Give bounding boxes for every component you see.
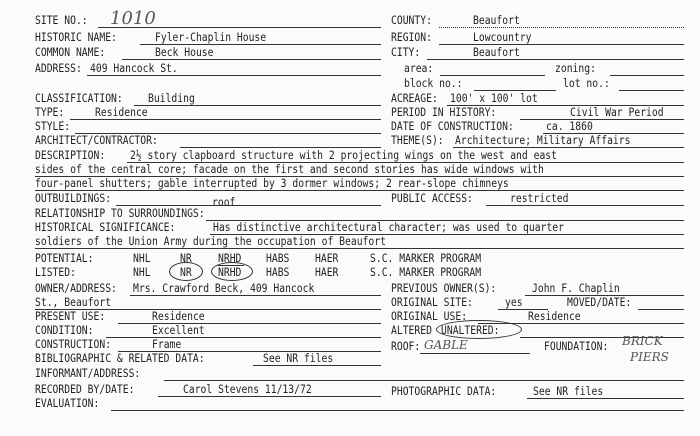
bibliographic-line (253, 365, 381, 366)
owner-rule-1 (130, 295, 381, 296)
photographic-value: See NR files (533, 385, 604, 398)
significance-rule-2 (35, 248, 684, 249)
common-name-value: Beck House (155, 46, 214, 59)
listed-nr: NR (180, 266, 192, 279)
address-label: ADDRESS: (35, 62, 82, 75)
recorded-value: Carol Stevens 11/13/72 (183, 383, 312, 396)
city-line (427, 59, 684, 60)
moved-date-label: MOVED/DATE: (567, 296, 632, 309)
block-no-line (474, 90, 556, 91)
listed-sc-marker: S.C. MARKER PROGRAM (370, 266, 482, 279)
unaltered-circle (436, 320, 522, 339)
architect-line (180, 147, 381, 148)
roof-label: ROOF: (391, 340, 421, 353)
city-value: Beaufort (473, 46, 520, 59)
moved-date-line (638, 309, 684, 310)
evaluation-label: EVALUATION: (35, 397, 100, 410)
common-name-line (122, 59, 381, 60)
area-line (440, 75, 545, 76)
present-use-value: Residence (152, 310, 205, 323)
potential-nrhd: NRHD (218, 252, 242, 265)
county-value: Beaufort (473, 14, 520, 27)
altered-option: UNALTERED: (441, 324, 500, 337)
description-label: DESCRIPTION: (35, 149, 106, 162)
historic-name-line (140, 44, 381, 45)
listed-nhl: NHL (133, 266, 151, 279)
condition-label: CONDITION: (35, 324, 94, 337)
common-name-label: COMMON NAME: (35, 46, 106, 59)
condition-value: Excellent (152, 324, 205, 337)
roof-line (420, 353, 530, 354)
listed-label: LISTED: (35, 266, 76, 279)
potential-nr: NR (180, 252, 192, 265)
roof-value: GABLE (424, 338, 468, 352)
period-line (520, 119, 684, 120)
relationship-label: RELATIONSHIP TO SURROUNDINGS: (35, 207, 205, 220)
original-site-label: ORIGINAL SITE: (391, 296, 473, 309)
period-value: Civil War Period (570, 106, 664, 119)
historic-name-label: HISTORIC NAME: (35, 31, 117, 44)
public-access-line (486, 205, 684, 206)
listed-habs: HABS (266, 266, 290, 279)
themes-line (453, 147, 684, 148)
owner-line-2: St., Beaufort (35, 296, 112, 309)
lot-no-label: lot no.: (563, 77, 610, 90)
themes-label: THEME(S): (391, 134, 444, 147)
site-no-line (98, 27, 381, 28)
photographic-line (527, 398, 684, 399)
owner-label: OWNER/ADDRESS: (35, 282, 117, 295)
potential-habs: HABS (266, 252, 290, 265)
type-value: Residence (95, 106, 148, 119)
bibliographic-value: See NR files (263, 352, 334, 365)
zoning-line (610, 75, 684, 76)
themes-value: Architecture; Military Affairs (455, 134, 631, 147)
listed-nr-circle (169, 262, 203, 281)
bibliographic-label: BIBLIOGRAPHIC & RELATED DATA: (35, 352, 205, 365)
block-no-label: block no.: (404, 77, 463, 90)
region-value: Lowcountry (473, 31, 532, 44)
original-use-label: ORIGINAL USE: (391, 310, 468, 323)
region-label: REGION: (391, 31, 432, 44)
region-line (439, 44, 684, 45)
original-site-value: yes (505, 296, 523, 309)
public-access-value: restricted (510, 192, 569, 205)
classification-value: Building (148, 92, 195, 105)
present-use-label: PRESENT USE: (35, 310, 106, 323)
listed-nrhd-circle (211, 262, 253, 281)
acreage-label: ACREAGE: (391, 92, 438, 105)
recorded-line (158, 396, 381, 397)
address-line (87, 75, 381, 76)
county-label: COUNTY: (391, 14, 432, 27)
date-construction-label: DATE OF CONSTRUCTION: (391, 120, 514, 133)
listed-haer: HAER (315, 266, 339, 279)
address-value: 409 Hancock St. (90, 62, 178, 75)
construction-value: Frame (152, 338, 182, 351)
type-line (70, 119, 381, 120)
description-rule-3 (35, 190, 684, 191)
type-label: TYPE: (35, 106, 65, 119)
period-label: PERIOD IN HISTORY: (391, 106, 497, 119)
foundation-value-1: BRICK (622, 334, 663, 348)
condition-line (106, 337, 381, 338)
description-line-1: 2½ story clapboard structure with 2 projecting wings on the west and east (130, 149, 557, 162)
foundation-value-2: PIERS (630, 350, 669, 364)
potential-haer: HAER (315, 252, 339, 265)
significance-label: HISTORICAL SIGNIFICANCE: (35, 221, 176, 234)
owner-line-1: Mrs. Crawford Beck, 409 Hancock (133, 282, 315, 295)
site-no-label: SITE NO.: (35, 14, 88, 27)
significance-line-1: Has distinctive architectural character; was used to quarter (213, 221, 564, 234)
style-label: STYLE: (35, 120, 71, 133)
county-line (439, 27, 684, 28)
original-use-value: Residence (528, 310, 581, 323)
potential-sc-marker: S.C. MARKER PROGRAM (370, 252, 482, 265)
architect-label: ARCHITECT/CONTRACTOR: (35, 134, 158, 147)
informant-label: INFORMANT/ADDRESS: (35, 367, 141, 380)
recorded-label: RECORDED BY/DATE: (35, 383, 135, 396)
acreage-value: 100' x 100' lot (450, 92, 538, 105)
classification-label: CLASSIFICATION: (35, 92, 123, 105)
area-label: area: (404, 62, 434, 75)
zoning-label: zoning: (555, 62, 596, 75)
classification-line (134, 105, 381, 106)
description-line-3: four-panel shutters; gable interrupted by 3 dormer windows; 2 rear-slope chimneys (35, 177, 509, 190)
lot-no-line (619, 90, 684, 91)
foundation-label: FOUNDATION: (544, 340, 609, 353)
site-no-value: 1010 (110, 8, 156, 29)
historic-name-value: Fyler-Chaplin House (155, 31, 267, 44)
description-line-2: sides of the central core; facade on the first and second stories has wide windows with (35, 163, 544, 176)
outbuildings-line (116, 205, 381, 206)
public-access-label: PUBLIC ACCESS: (391, 192, 473, 205)
potential-nhl: NHL (133, 252, 151, 265)
previous-owner-value: John F. Chaplin (532, 282, 620, 295)
informant-line (164, 380, 684, 381)
construction-label: CONSTRUCTION: (35, 338, 112, 351)
potential-label: POTENTIAL: (35, 252, 94, 265)
outbuildings-label: OUTBUILDINGS: (35, 192, 112, 205)
date-construction-value: ca. 1860 (546, 120, 593, 133)
description-insert: roof (212, 196, 236, 209)
altered-label: ALTERED (391, 324, 432, 337)
previous-owner-label: PREVIOUS OWNER(S): (391, 282, 497, 295)
photographic-label: PHOTOGRAPHIC DATA: (391, 385, 497, 398)
listed-nrhd: NRHD (218, 266, 242, 279)
significance-line-2: soldiers of the Union Army during the occupation of Beaufort (35, 235, 386, 248)
evaluation-line (111, 410, 684, 411)
city-label: CITY: (391, 46, 421, 59)
